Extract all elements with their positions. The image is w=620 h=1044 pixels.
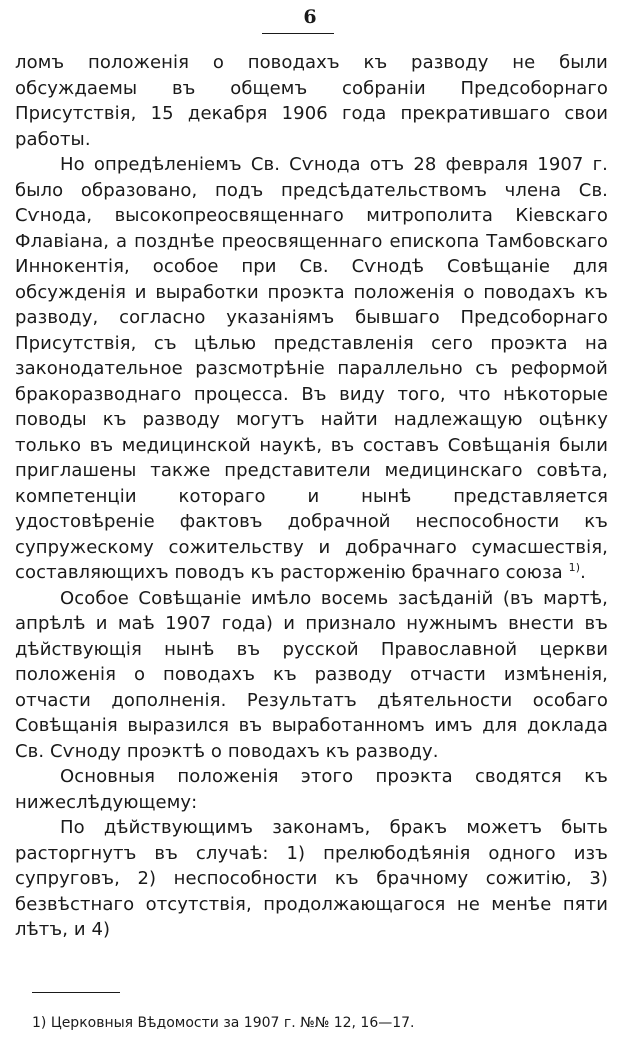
- paragraph: Но опредѣленіемъ Св. Сѵнода отъ 28 февраля 1907 г. было образовано, подъ предсѣдательствомъ члена Св. Сѵнода, высокопреосвященнаго митрополита Кіевскаго Флавіана, а позднѣе преосвященнаго епископа Тамбовскаго Иннокентія, особое при Св. Сѵнодѣ Совѣщаніе для обсужденія и выработки проэкта положенія о поводахъ къ разводу, согласно указаніямъ бывшаго Предсоборнаго Присутствія, съ цѣлью представленія сего проэкта на законодательное разсмотрѣніе параллельно съ реформой бракоразводнаго процесса. Въ виду того, что нѣкоторые поводы къ разводу могутъ найти надлежащую оцѣнку только въ медицинской наукѣ, въ составъ Совѣщанія были приглашены также представители медицинскаго совѣта, компетенціи котораго и нынѣ представляется удостовѣреніе фактовъ добрачной неспособности къ супружескому сожительству и добрачнаго сумасшествія, составляющихъ поводъ къ расторженію брачнаго союза $^{1)}$.: [15, 154, 608, 583]
- paragraph: ломъ положенія о поводахъ къ разводу не были обсуждаемы въ общемъ собраніи Предсоборнаго Присутствія, 15 декабря 1906 года прекратившаго свои работы.: [15, 52, 608, 150]
- body-text: [15, 50, 608, 943]
- page-number: 6: [303, 6, 317, 28]
- footnote: 1) Церковныя Вѣдомости за 1907 г. №№ 12, 16—17.: [32, 1015, 415, 1031]
- paragraph: По дѣйствующимъ законамъ, бракъ можетъ быть расторгнутъ въ случаѣ: 1) прелюбодѣянія одного изъ супруговъ, 2) неспособности къ брачному сожитію, 3) безвѣстнаго отсутствія, продолжающагося не менѣе пяти лѣтъ, и 4): [15, 817, 608, 940]
- paragraph: Основныя положенія этого проэкта сводятся къ нижеслѣдующему:: [15, 766, 608, 813]
- header-rule: [262, 33, 334, 34]
- paragraph-text: Но опредѣленіемъ Св. Сѵнода отъ 28 февраля 1907 г. было образовано, подъ предсѣдательствомъ члена Св. Сѵнода, высокопреосвященнаго митрополита Кіевскаго Флавіана, а позднѣе преосвященнаго епископа Тамбовскаго Иннокентія, особое при Св. Сѵнодѣ Совѣщаніе для обсужденія и выработки проэкта положенія о поводахъ къ разводу, согласно указаніямъ бывшаго Предсоборнаго Присутствія, съ цѣлью представленія сего проэкта на законодательное разсмотрѣніе параллельно съ реформой бракоразводнаго процесса. Въ виду того, что нѣкоторые поводы къ разводу могутъ найти надлежащую оцѣнку только въ медицинской наукѣ, въ составъ Совѣщанія были приглашены также представители медицинскаго совѣта, компетенціи котораго и нынѣ представляется удостовѣреніе фактовъ добрачной неспособности къ супружескому сожительству и добрачнаго сумасшествія, составляющихъ поводъ къ расторженію брачнаго союза: [15, 154, 608, 583]
- footnote-ref: 1): [568, 561, 581, 574]
- paragraph: Особое Совѣщаніе имѣло восемь засѣданій (въ мартѣ, апрѣлѣ и маѣ 1907 года) и признало нужнымъ внести въ дѣйствующія нынѣ въ русской Православной церкви положенія о поводахъ къ разводу отчасти измѣненія, отчасти дополненія. Результатъ дѣятельности особаго Совѣщанія выразился въ выработанномъ имъ для доклада Св. Сѵноду проэктѣ о поводахъ къ разводу.: [15, 587, 608, 762]
- footnote-rule: [32, 992, 120, 993]
